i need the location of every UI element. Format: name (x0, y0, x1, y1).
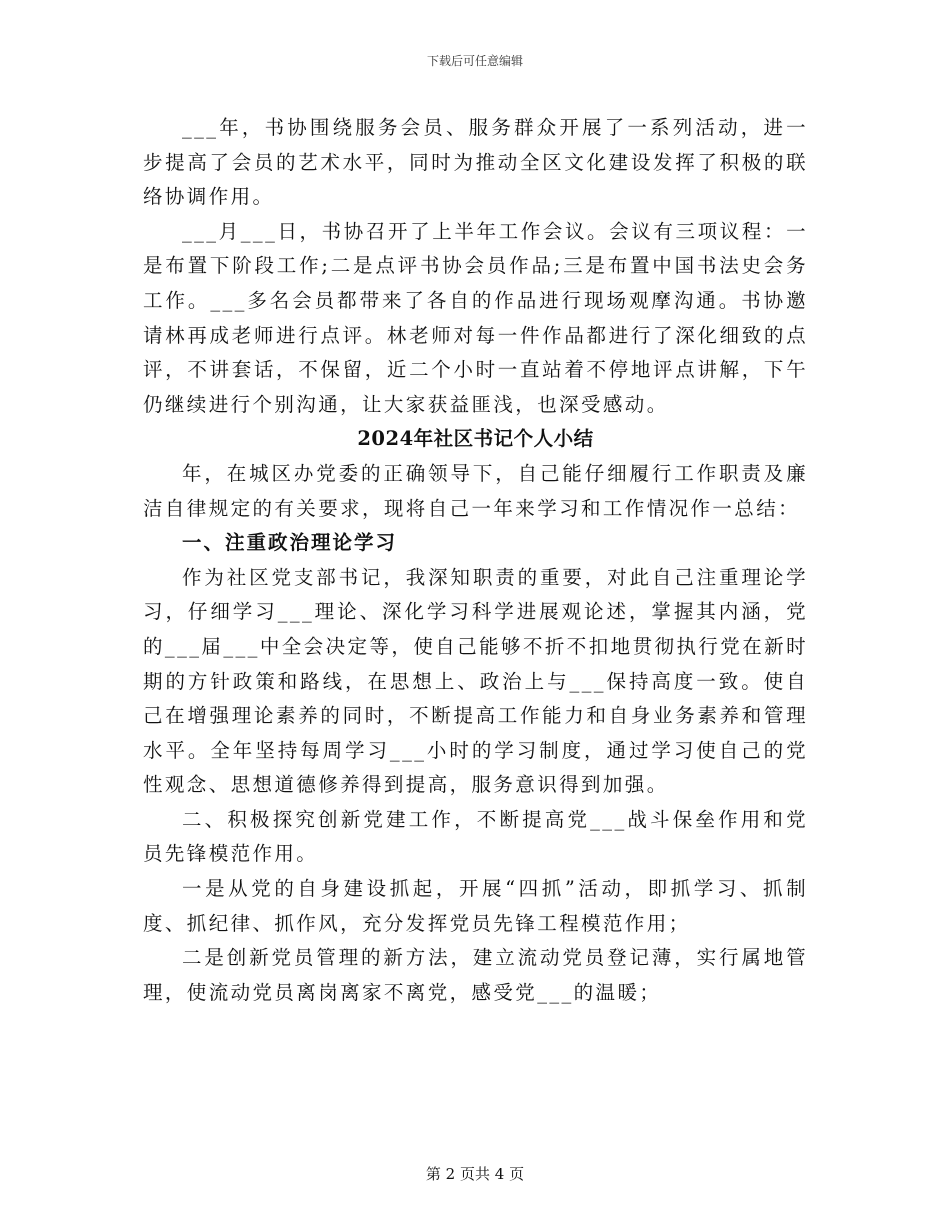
page-header-note: 下载后可任意编辑 (426, 54, 523, 68)
paragraph: 作为社区党支部书记，我深知职责的重要，对此自己注重理论学习，仔细学习___理论、深化学习科学进展观论述，掌握其内涵，党的___届___中全会决定等，使自己能够不折不扣地贯彻执行党在新时期的方针政策和路线，在思想上、政治上与___保持高度一致。使自己在增强理论素养的同时，不断提高工作能力和自身业务素养和管理水平。全年坚持每周学习___小时的学习制度，通过学习使自己的党性观念、思想道德修养得到提高，服务意识得到加强。 (143, 565, 808, 797)
document-body (143, 111, 808, 1010)
paragraph: ___年，书协围绕服务会员、服务群众开展了一系列活动，进一步提高了会员的艺术水平，同时为推动全区文化建设发挥了积极的联络协调作用。 (143, 116, 808, 209)
paragraph: 二是创新党员管理的新方法，建立流动党员登记薄，实行属地管理，使流动党员离岗离家不离党，感受党___的温暖； (143, 946, 808, 1004)
paragraph: 二、积极探究创新党建工作，不断提高党___战斗保垒作用和党员先锋模范作用。 (143, 807, 808, 866)
document-title: 2024年社区书记个人小结 (357, 427, 594, 451)
intro-paragraph: 年，在城区办党委的正确领导下，自己能仔细履行工作职责及廉洁自律规定的有关要求，现将自己一年来学习和工作情况作一总结： (143, 461, 808, 520)
section-heading: 一、注重政治理论学习 (182, 531, 398, 555)
paragraph: ___月___日，书协召开了上半年工作会议。会议有三项议程：一是布置下阶段工作;二是点评书协会员作品;三是布置中国书法史会务工作。___多名会员都带来了各自的作品进行现场观摩沟通。书协邀请林再成老师进行点评。林老师对每一件作品都进行了深化细致的点评，不讲套话，不保留，近二个小时一直站着不停地评点讲解，下午仍继续进行个别沟通，让大家获益匪浅，也深受感动。 (143, 219, 808, 416)
paragraph: 一是从党的自身建设抓起，开展“四抓”活动，即抓学习、抓制度、抓纪律、抓作风，充分发挥党员先锋工程模范作用； (143, 877, 808, 935)
page-number: 第 2 页共 4 页 (425, 1165, 525, 1183)
